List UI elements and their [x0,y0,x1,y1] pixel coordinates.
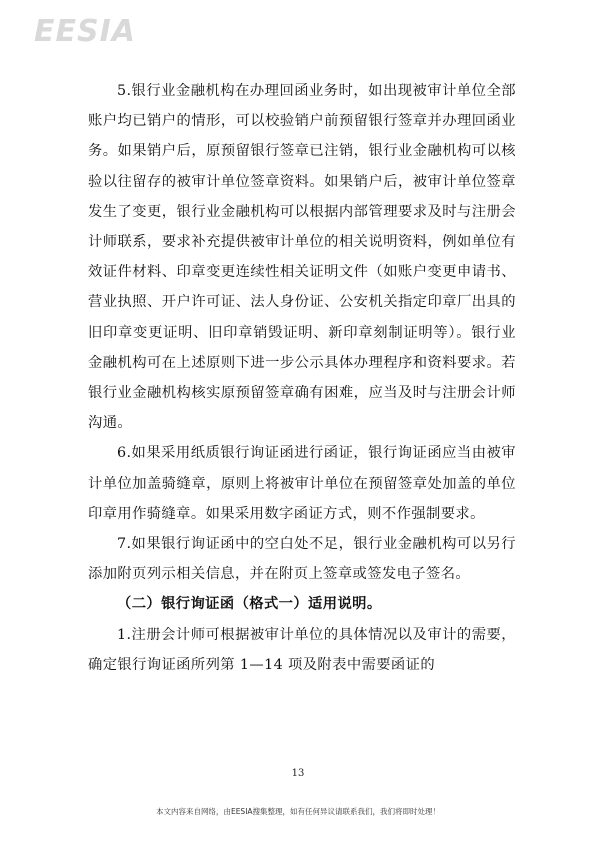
paragraph-1: 1.注册会计师可根据被审计单位的具体情况以及审计的需要，确定银行询证函所列第 1—14 项及附表中需要函证的 [88,626,516,673]
section-heading: （二）银行询证函（格式一）适用说明。 [117,596,382,613]
paragraph-6: 6.如果采用纸质银行询证函进行函证，银行询证函应当由被审计单位加盖骑缝章，原则上将被审计单位在预留签章处加盖的单位印章用作骑缝章。如果采用数字函证方式，则不作强制要求。 [88,445,516,522]
page-number: 13 [291,768,305,779]
paragraph-7: 7.如果银行询证函中的空白处不足，银行业金融机构可以另行添加附页列示相关信息，并在附页上签章或签发电子签名。 [88,536,516,583]
footer-note: 本文内容来自网络，由EESIA搜集整理，如有任何异议请联系我们，我们将即时处理！ [155,807,441,816]
eesia-logo: EESIA [34,14,136,49]
paragraph-5: 5.银行业金融机构在办理回函业务时，如出现被审计单位全部账户均已销户的情形，可以校验销户前预留银行签章并办理回函业务。如果销户后，原预留银行签章已注销，银行业金融机构可以核验以往留存的被审计单位签章资料。如果销户后，被审计单位签章发生了变更，银行业金融机构可以根据内部管理要求及时与注册会计师联系，要求补充提供被审计单位的相关说明资料，例如单位有效证件材料、印章变更连续性相关证明文件（如账户变更申请书、营业执照、开户许可证、法人身份证、公安机关指定印章厂出具的旧印章变更证明、旧印章销毁证明、新印章刻制证明等）。银行业金融机构可在上述原则下进一步公示具体办理程序和资料要求。若银行业金融机构核实原预留签章确有困难，应当及时与注册会计师沟通。 [88,83,516,432]
document-body [88,76,516,680]
